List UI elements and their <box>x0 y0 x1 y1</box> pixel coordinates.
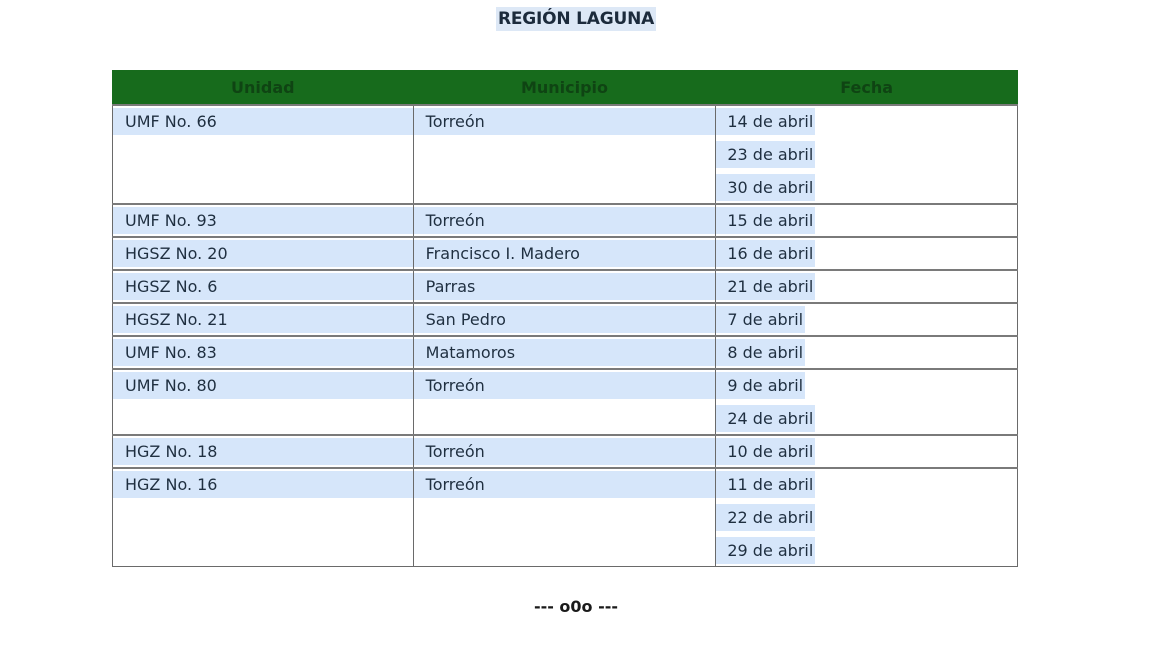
cell-unidad <box>113 303 414 336</box>
cell-municipio <box>413 270 716 303</box>
cell-fecha <box>716 435 1018 468</box>
column-header-unidad: Unidad <box>113 71 414 106</box>
cell-fecha <box>716 237 1018 270</box>
table-row <box>113 369 1018 435</box>
municipio-text: Torreón <box>414 438 716 465</box>
fecha-text: 14 de abril <box>716 108 815 135</box>
cell-unidad <box>113 435 414 468</box>
table-header-row <box>113 71 1018 106</box>
fecha-text: 30 de abril <box>716 174 815 201</box>
unidad-text: UMF No. 93 <box>113 207 413 234</box>
municipio-text: Francisco I. Madero <box>414 240 716 267</box>
unidad-text: HGZ No. 16 <box>113 471 413 498</box>
table-row <box>113 468 1018 567</box>
table-row <box>113 303 1018 336</box>
table-row <box>113 105 1018 204</box>
table-row <box>113 270 1018 303</box>
municipio-text: San Pedro <box>414 306 716 333</box>
cell-municipio <box>413 435 716 468</box>
cell-municipio <box>413 237 716 270</box>
unidad-text: HGSZ No. 6 <box>113 273 413 300</box>
fecha-text: 16 de abril <box>716 240 815 267</box>
fecha-line <box>716 174 1017 201</box>
fecha-line <box>716 306 1017 333</box>
cell-municipio <box>413 468 716 567</box>
cell-municipio <box>413 105 716 204</box>
fecha-line <box>716 471 1017 504</box>
fecha-line <box>716 537 1017 564</box>
fecha-text: 22 de abril <box>716 504 815 531</box>
fecha-text: 24 de abril <box>716 405 815 432</box>
fecha-text: 10 de abril <box>716 438 815 465</box>
column-header-fecha: Fecha <box>716 71 1018 106</box>
fecha-text: 8 de abril <box>716 339 805 366</box>
table-row <box>113 435 1018 468</box>
fecha-line <box>716 405 1017 432</box>
fecha-text: 9 de abril <box>716 372 805 399</box>
cell-unidad <box>113 369 414 435</box>
unidad-text: HGZ No. 18 <box>113 438 413 465</box>
fecha-line <box>716 372 1017 405</box>
fecha-text: 23 de abril <box>716 141 815 168</box>
unidad-text: UMF No. 66 <box>113 108 413 135</box>
unidad-text: UMF No. 83 <box>113 339 413 366</box>
fecha-text: 15 de abril <box>716 207 815 234</box>
page-title: REGIÓN LAGUNA <box>497 9 655 29</box>
cell-fecha <box>716 303 1018 336</box>
municipio-text: Torreón <box>414 471 716 498</box>
municipio-text: Torreón <box>414 372 716 399</box>
cell-municipio <box>413 369 716 435</box>
cell-municipio <box>413 303 716 336</box>
cell-unidad <box>113 237 414 270</box>
cell-fecha <box>716 105 1018 204</box>
unidad-text: UMF No. 80 <box>113 372 413 399</box>
fecha-line <box>716 438 1017 465</box>
fecha-text: 21 de abril <box>716 273 815 300</box>
municipio-text: Matamoros <box>414 339 716 366</box>
page-title-container <box>0 7 1152 31</box>
cell-fecha <box>716 468 1018 567</box>
unidad-text: HGSZ No. 20 <box>113 240 413 267</box>
fecha-text: 7 de abril <box>716 306 805 333</box>
table-row <box>113 237 1018 270</box>
table-body <box>113 105 1018 567</box>
cell-unidad <box>113 336 414 369</box>
cell-unidad <box>113 270 414 303</box>
table-row <box>113 204 1018 237</box>
cell-fecha <box>716 204 1018 237</box>
table-row <box>113 336 1018 369</box>
fecha-line <box>716 504 1017 537</box>
unidad-text: HGSZ No. 21 <box>113 306 413 333</box>
column-header-municipio: Municipio <box>413 71 716 106</box>
cell-municipio <box>413 336 716 369</box>
cell-fecha <box>716 336 1018 369</box>
fecha-line <box>716 273 1017 300</box>
fecha-line <box>716 141 1017 174</box>
fecha-text: 29 de abril <box>716 537 815 564</box>
fecha-line <box>716 339 1017 366</box>
fecha-line <box>716 207 1017 234</box>
cell-fecha <box>716 369 1018 435</box>
municipio-text: Torreón <box>414 207 716 234</box>
fecha-text: 11 de abril <box>716 471 815 498</box>
municipio-text: Torreón <box>414 108 716 135</box>
cell-unidad <box>113 204 414 237</box>
fecha-line <box>716 108 1017 141</box>
cell-unidad <box>113 105 414 204</box>
cell-unidad <box>113 468 414 567</box>
cell-fecha <box>716 270 1018 303</box>
end-of-section-mark: --- o0o --- <box>533 597 619 616</box>
municipio-text: Parras <box>414 273 716 300</box>
schedule-table <box>112 70 1018 567</box>
cell-municipio <box>413 204 716 237</box>
fecha-line <box>716 240 1017 267</box>
